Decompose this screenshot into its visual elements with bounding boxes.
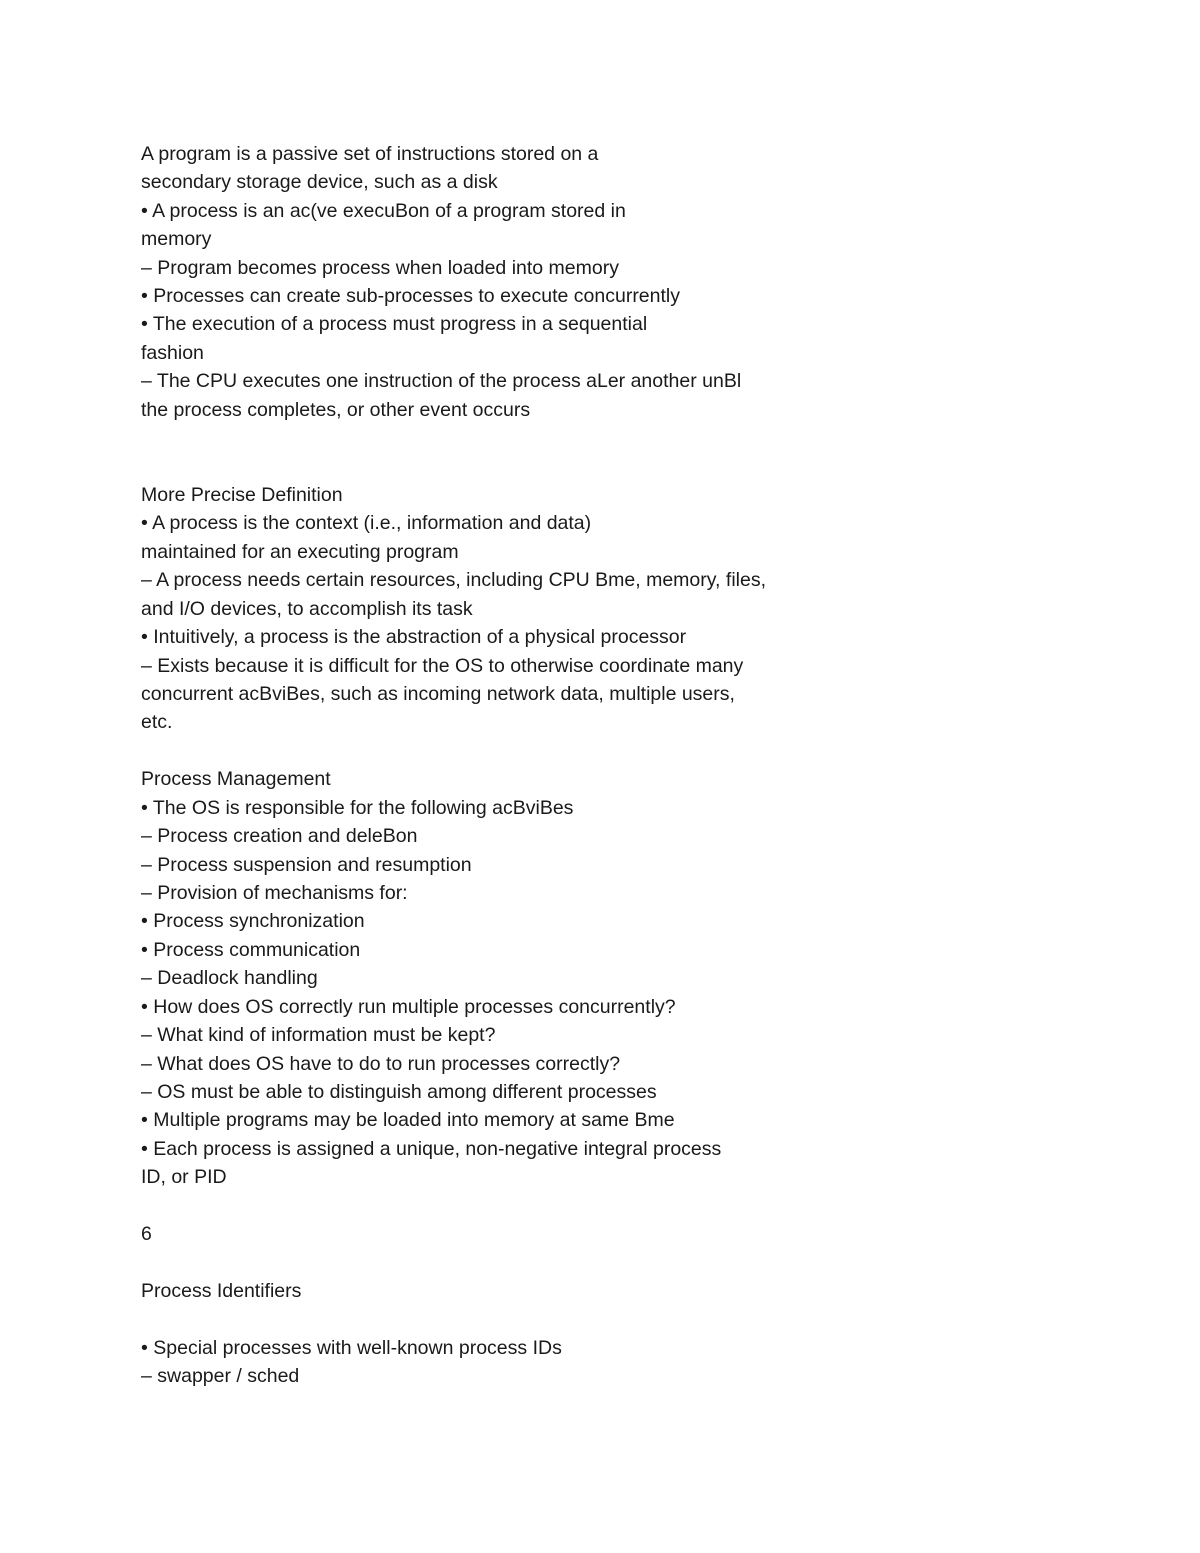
text-line: – Program becomes process when loaded into memory [141,257,619,279]
text-line: • Each process is assigned a unique, non-negative integral process [141,1138,722,1160]
text-line: etc. [141,711,173,733]
text-line: • Processes can create sub-processes to execute concurrently [141,285,681,307]
text-line: – What does OS have to do to run processes correctly? [141,1053,621,1075]
text-line: – Process creation and deleBon [141,825,418,847]
text-line: the process completes, or other event occurs [141,399,531,421]
text-line: concurrent acBviBes, such as incoming network data, multiple users, [141,683,735,705]
text-line: – swapper / sched [141,1365,300,1387]
text-line: – Process suspension and resumption [141,854,472,876]
text-line: – Exists because it is difficult for the OS to otherwise coordinate many [141,655,744,677]
page-number: 6 [141,1223,152,1245]
section-heading: More Precise Definition [141,484,343,506]
text-line: – Provision of mechanisms for: [141,882,408,904]
text-line: • Process communication [141,939,361,961]
text-line: • Special processes with well-known process IDs [141,1337,562,1359]
section-heading: Process Management [141,768,331,790]
text-line: A program is a passive set of instructions stored on a [141,143,599,165]
text-line: • The OS is responsible for the following acBviBes [141,797,574,819]
text-line: maintained for an executing program [141,541,459,563]
text-line: – OS must be able to distinguish among different processes [141,1081,657,1103]
text-line: – A process needs certain resources, including CPU Bme, memory, files, [141,569,766,591]
text-line: • The execution of a process must progress in a sequential [141,313,648,335]
text-line: fashion [141,342,204,364]
text-line: – What kind of information must be kept? [141,1024,496,1046]
text-line: • Intuitively, a process is the abstraction of a physical processor [141,626,687,648]
text-line: • How does OS correctly run multiple processes concurrently? [141,996,676,1018]
text-line: • Process synchronization [141,910,365,932]
text-line: secondary storage device, such as a disk [141,171,498,193]
text-line: – The CPU executes one instruction of the process aLer another unBl [141,370,742,392]
text-line: • A process is the context (i.e., information and data) [141,512,592,534]
text-line: – Deadlock handling [141,967,318,989]
text-line: • Multiple programs may be loaded into memory at same Bme [141,1109,675,1131]
text-line: memory [141,228,212,250]
text-line: and I/O devices, to accomplish its task [141,598,473,620]
text-line: • A process is an ac(ve execuBon of a program stored in [141,200,626,222]
text-line: ID, or PID [141,1166,227,1188]
section-heading: Process Identifiers [141,1280,302,1302]
